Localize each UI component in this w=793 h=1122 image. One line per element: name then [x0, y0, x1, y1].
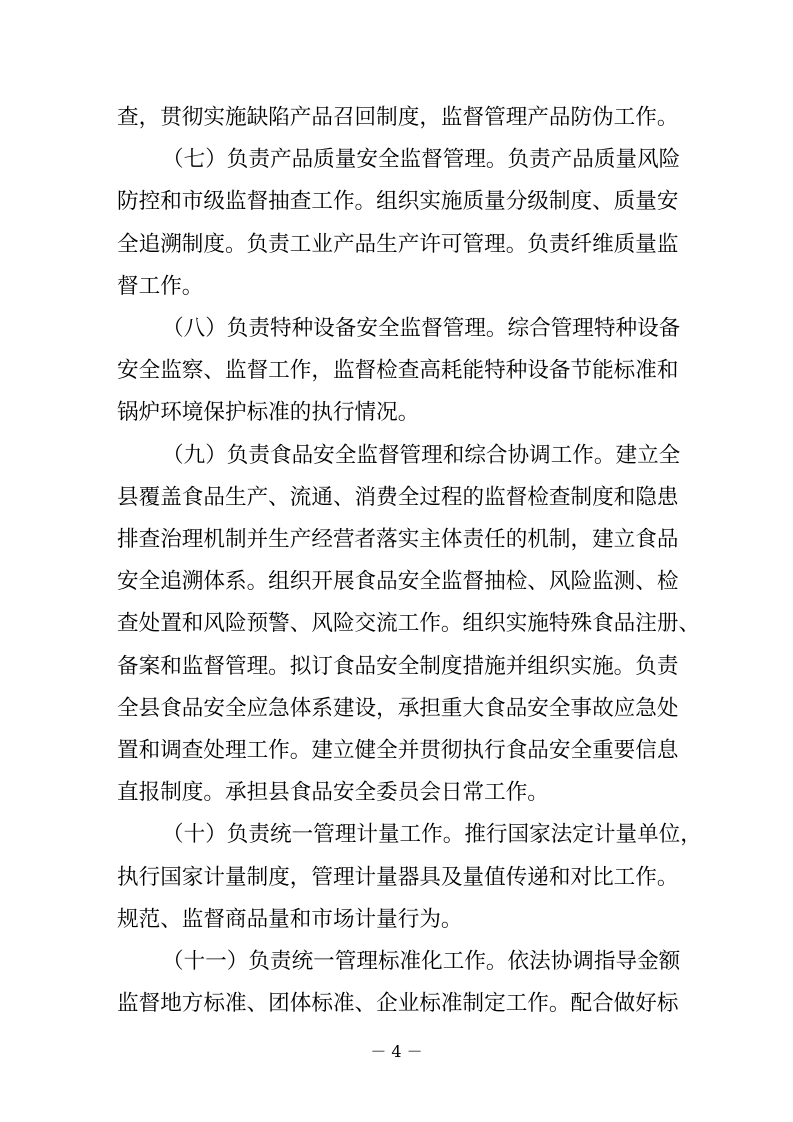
page-number: － 4 － — [370, 1042, 423, 1061]
body-text-line: 置和调查处理工作。建立健全并贯彻执行食品安全重要信息 — [117, 738, 679, 763]
body-text-line: 监督地方标准、团体标准、企业标准制定工作。配合做好标 — [117, 991, 679, 1017]
body-text-line: 全县食品安全应急体系建设，承担重大食品安全事故应急处 — [117, 695, 679, 721]
body-text-line: 安全监察、监督工作，监督检查高耗能特种设备节能标准和 — [117, 358, 679, 384]
body-text-line: 直报制度。承担县食品安全委员会日常工作。 — [117, 780, 549, 806]
paragraph-8-first-line: （八）负责特种设备安全监督管理。综合管理特种设备 — [162, 316, 681, 341]
body-text-line: 督工作。 — [117, 273, 204, 299]
body-text-line: 锅炉环境保护标准的执行情况。 — [117, 400, 420, 426]
body-text-line: 县覆盖食品生产、流通、消费全过程的监督检查制度和隐患 — [117, 484, 679, 510]
body-text-line: 查处置和风险预警、风险交流工作。组织实施特殊食品注册、 — [117, 611, 701, 637]
paragraph-7-first-line: （七）负责产品质量安全监督管理。负责产品质量风险 — [162, 147, 681, 173]
body-text-line: 执行国家计量制度，管理计量器具及量值传递和对比工作。 — [117, 864, 679, 890]
body-text-line: 规范、监督商品量和市场计量行为。 — [117, 906, 463, 932]
body-text-line: 防控和市级监督抽查工作。组织实施质量分级制度、质量安 — [117, 189, 679, 215]
paragraph-11-first-line: （十一）负责统一管理标准化工作。依法协调指导金额 — [162, 949, 681, 974]
body-text-line: 全追溯制度。负责工业产品生产许可管理。负责纤维质量监 — [117, 231, 679, 257]
body-text-line: 安全追溯体系。组织开展食品安全监督抽检、风险监测、检 — [117, 569, 679, 595]
body-text-line: 排查治理机制并生产经营者落实主体责任的机制，建立食品 — [117, 527, 679, 552]
body-text-line: 查，贯彻实施缺陷产品召回制度，监督管理产品防伪工作。 — [117, 105, 679, 130]
paragraph-10-first-line: （十）负责统一管理计量工作。推行国家法定计量单位， — [162, 822, 702, 848]
paragraph-9-first-line: （九）负责食品安全监督管理和综合协调工作。建立全 — [162, 442, 681, 468]
body-text-line: 备案和监督管理。拟订食品安全制度措施并组织实施。负责 — [117, 653, 679, 679]
